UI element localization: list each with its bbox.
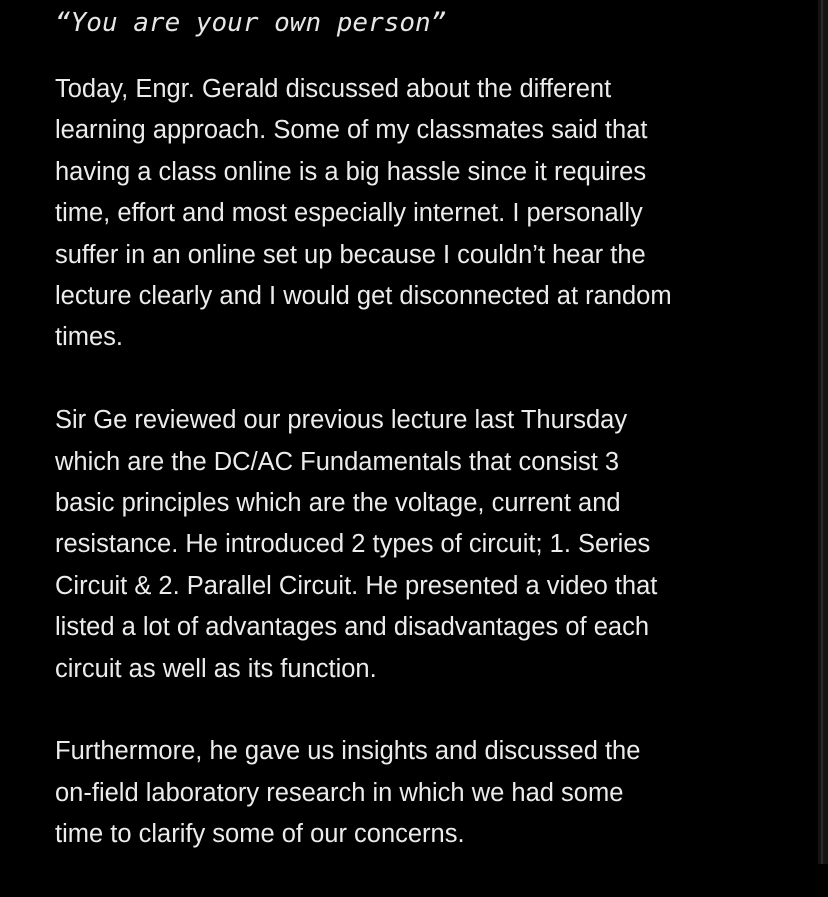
text-line: circuit as well as its function. xyxy=(55,654,377,683)
text-line: on-field laboratory research in which we had some xyxy=(55,778,624,807)
paragraph-1 xyxy=(55,69,795,359)
scrollbar[interactable] xyxy=(818,0,828,864)
text-line: suffer in an online set up because I couldn’t hear the xyxy=(55,240,646,269)
text-line: Sir Ge reviewed our previous lecture last Thursday xyxy=(55,406,628,435)
text-line: basic principles which are the voltage, current and xyxy=(55,489,621,518)
text-line: Furthermore, he gave us insights and discussed the xyxy=(55,737,641,766)
text-line: learning approach. Some of my classmates said that xyxy=(55,116,648,145)
text-line: time to clarify some of our concerns. xyxy=(55,820,465,849)
text-line: Today, Engr. Gerald discussed about the different xyxy=(55,75,612,103)
scrollbar-edge xyxy=(821,0,823,864)
text-line: lecture clearly and I would get disconnected at random xyxy=(55,282,672,311)
paragraph-3 xyxy=(55,731,795,855)
text-line: which are the DC/AC Fundamentals that consist 3 xyxy=(55,447,620,476)
text-line: Circuit & 2. Parallel Circuit. He presented a video that xyxy=(55,571,658,600)
note-quote: “You are your own person” xyxy=(55,8,447,38)
text-line: having a class online is a big hassle since it requires xyxy=(55,157,647,186)
text-line: time, effort and most especially internet. I personally xyxy=(55,199,643,228)
paragraph-2 xyxy=(55,400,795,690)
note-body xyxy=(55,69,795,897)
text-line: resistance. He introduced 2 types of circuit; 1. Series xyxy=(55,530,651,559)
text-line: times. xyxy=(55,323,124,352)
text-line: listed a lot of advantages and disadvantages of each xyxy=(55,613,650,642)
